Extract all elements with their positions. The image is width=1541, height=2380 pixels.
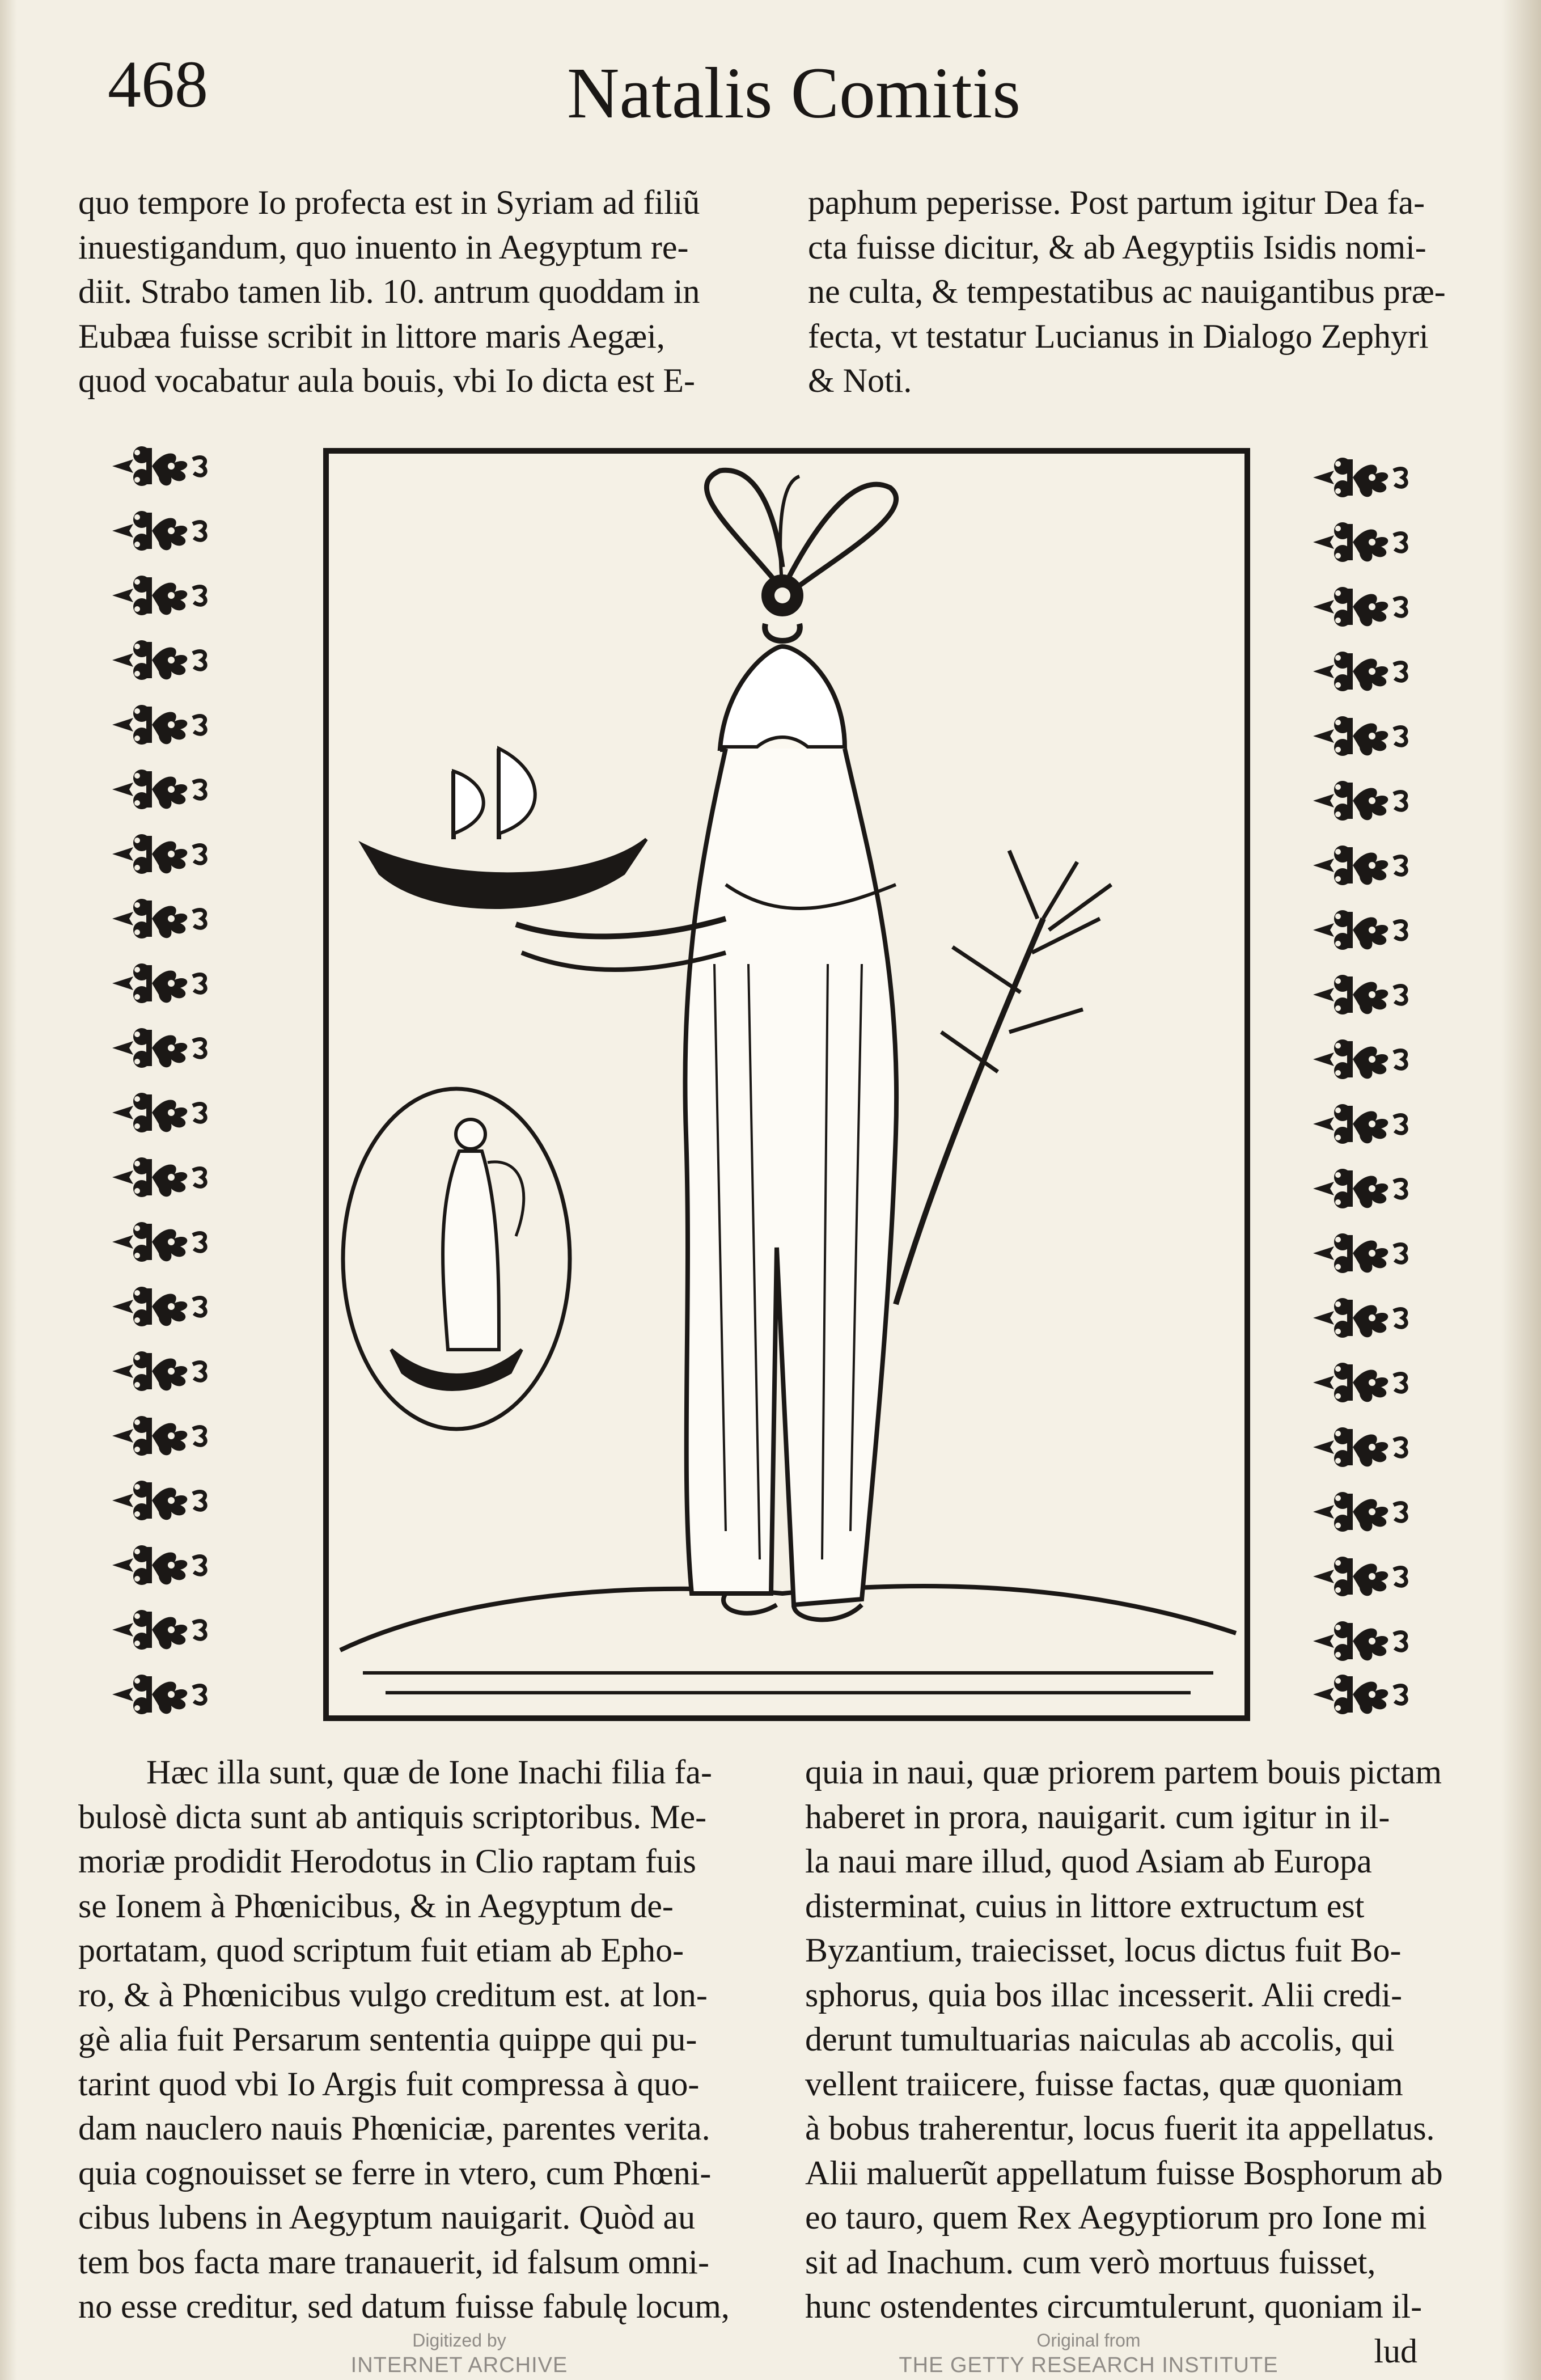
text-line: quia cognouisset se ferre in vtero, cum Phœni-: [78, 2154, 712, 2192]
text-line: tem bos facta mare tranauerit, id falsum omni-: [78, 2243, 709, 2281]
text-line: ne culta, & tempestatibus ac nauigantibus præ-: [808, 273, 1446, 310]
text-line: se Ionem à Phœnicibus, & in Aegyptum de-: [78, 1887, 674, 1925]
text-column-top-left: [78, 180, 759, 403]
text-line: no esse creditur, sed datum fuisse fabulę locum,: [78, 2288, 730, 2325]
text-line: sit ad Inachum. cum verò mortuus fuisset,: [805, 2243, 1376, 2281]
text-line: disterminat, cuius in littore extructum est: [805, 1887, 1365, 1925]
text-line: derunt tumultuarias naiculas ab accolis, qui: [805, 2020, 1395, 2058]
text-line: paphum peperisse. Post partum igitur Dea fa-: [808, 184, 1425, 221]
text-line: la naui mare illud, quod Asiam ab Europa: [805, 1842, 1372, 1880]
text-line: quod vocabatur aula bouis, vbi Io dicta est E-: [78, 362, 696, 399]
text-line: vellent traiicere, fuisse factas, quæ quoniam: [805, 2065, 1403, 2103]
text-line: & Noti.: [808, 362, 912, 399]
getty-institute-label: THE GETTY RESEARCH INSTITUTE: [899, 2353, 1278, 2377]
text-line: dam nauclero nauis Phœniciæ, parentes verita.: [78, 2110, 710, 2147]
original-from-label: Original from: [1036, 2330, 1141, 2351]
ornament-border-left: [108, 437, 238, 1724]
text-line: inuestigandum, quo inuento in Aegyptum re-: [78, 228, 689, 266]
text-line: quia in naui, quæ priorem partem bouis pictam: [805, 1753, 1442, 1791]
digitized-by-label: Digitized by: [412, 2330, 506, 2351]
text-line: fecta, vt testatur Lucianus in Dialogo Zephyri: [808, 317, 1429, 355]
text-line: sphorus, quia bos illac incesserit. Alii credi-: [805, 1976, 1403, 2014]
text-line: Hæc illa sunt, quæ de Ione Inachi filia fa-: [146, 1753, 713, 1791]
digitized-by-credit: [317, 2328, 601, 2378]
text-column-bottom-right: [805, 1750, 1508, 2373]
woodcut-illustration: [323, 448, 1250, 1721]
ornament-border-right: [1309, 448, 1439, 1724]
running-head: Natalis Comitis: [567, 53, 1021, 133]
text-line: quo tempore Io profecta est in Syriam ad filiũ: [78, 184, 700, 221]
text-line: haberet in prora, nauigarit. cum igitur in il-: [805, 1798, 1390, 1836]
text-line: moriæ prodidit Herodotus in Clio raptam fuis: [78, 1842, 696, 1880]
text-column-bottom-left: [78, 1750, 781, 2329]
page-number: 468: [108, 47, 208, 121]
text-line: à bobus traherentur, locus fuerit ita appellatus.: [805, 2110, 1435, 2147]
text-line: diit. Strabo tamen lib. 10. antrum quoddam in: [78, 273, 700, 310]
text-line: cibus lubens in Aegyptum nauigarit. Quòd au: [78, 2199, 696, 2236]
page-edge-left: [0, 0, 17, 2380]
text-line: bulosè dicta sunt ab antiquis scriptoribus. Me-: [78, 1798, 707, 1836]
text-line: Eubæa fuisse scribit in littore maris Aegæi,: [78, 317, 665, 355]
text-line: cta fuisse dicitur, & ab Aegyptiis Isidis nomi-: [808, 228, 1426, 266]
text-line: portatam, quod scriptum fuit etiam ab Epho-: [78, 1931, 684, 1969]
text-line: lud: [1374, 2332, 1417, 2370]
text-line: tarint quod vbi Io Argis fuit compressa à quo-: [78, 2065, 700, 2103]
text-line: eo tauro, quem Rex Aegyptiorum pro Ione mi: [805, 2199, 1427, 2236]
original-from-credit: [862, 2328, 1315, 2378]
internet-archive-label: INTERNET ARCHIVE: [350, 2353, 568, 2377]
text-line: hunc ostendentes circumtulerunt, quoniam il-: [805, 2288, 1423, 2325]
text-line: gè alia fuit Persarum sententia quippe qui pu-: [78, 2020, 697, 2058]
text-line: Byzantium, traiecisset, locus dictus fuit Bo-: [805, 1931, 1402, 1969]
text-line: ro, & à Phœnicibus vulgo creditum est. at lon-: [78, 1976, 708, 2014]
text-line: Alii maluerũt appellatum fuisse Bosphorum ab: [805, 2154, 1443, 2192]
text-column-top-right: [808, 180, 1494, 403]
